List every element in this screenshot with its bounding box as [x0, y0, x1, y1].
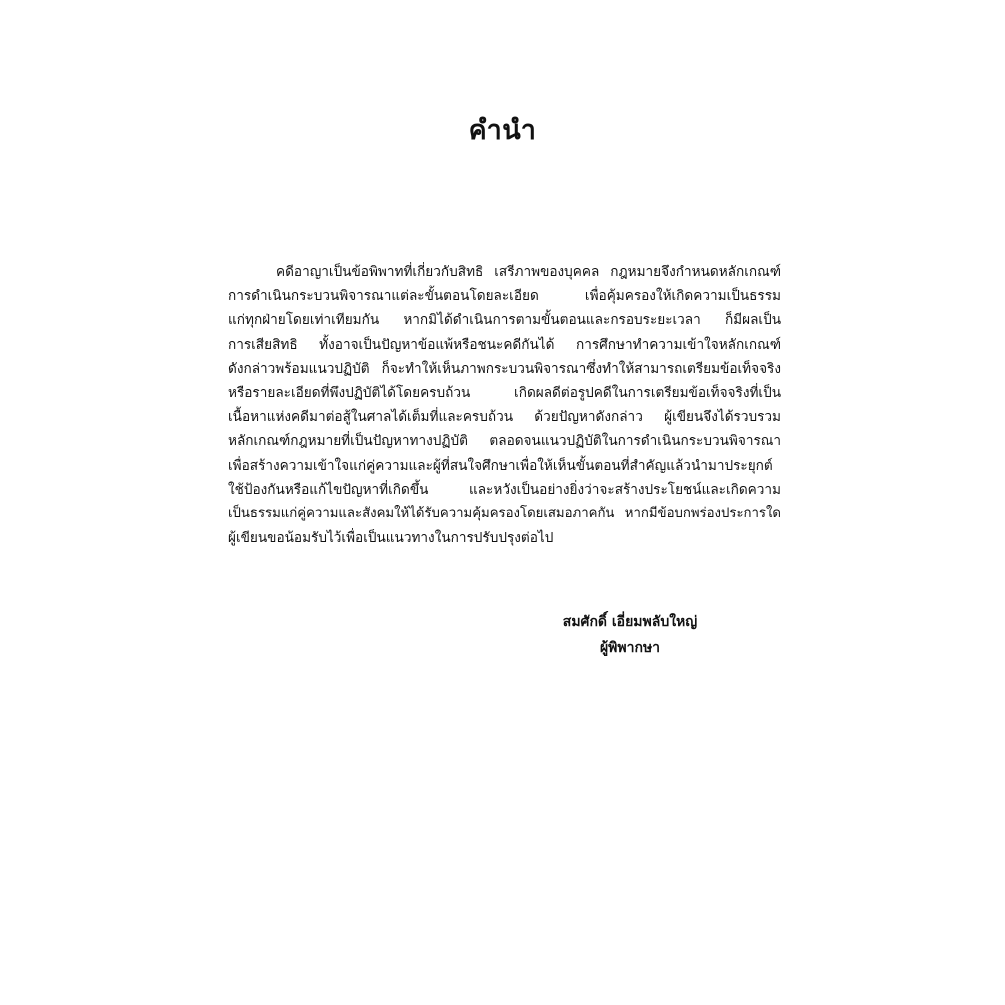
- paragraph-line: แก่ทุกฝ่ายโดยเท่าเทียมกัน หากมิได้ดำเนินการตามขั้นตอนและกรอบระยะเวลา ก็มีผลเป็น: [228, 312, 781, 329]
- preface-paragraph: [228, 260, 781, 550]
- paragraph-line: หรือรายละเอียดที่พึงปฏิบัติได้โดยครบถ้วน เกิดผลดีต่อรูปคดีในการเตรียมข้อเท็จจริงที่เป็น: [228, 384, 781, 401]
- author-title: ผู้พิพากษา: [599, 640, 661, 656]
- paragraph-line: เนื้อหาแห่งคดีมาต่อสู้ในศาลได้เต็มที่และครบถ้วน ด้วยปัญหาดังกล่าว ผู้เขียนจึงได้รวบรวม: [228, 409, 781, 426]
- paragraph-line: เป็นธรรมแก่คู่ความและสังคมให้ได้รับความคุ้มครองโดยเสมอภาคกัน หากมีข้อบกพร่องประการใด: [228, 505, 781, 521]
- author-name: สมศักดิ์ เอี่ยมพลับใหญ่: [562, 614, 698, 630]
- signature-block: [510, 609, 750, 661]
- paragraph-line: คดีอาญาเป็นข้อพิพาทที่เกี่ยวกับสิทธิ เสรีภาพของบุคคล กฎหมายจึงกำหนดหลักเกณฑ์: [276, 264, 781, 280]
- paragraph-line: ดังกล่าวพร้อมแนวปฏิบัติ ก็จะทำให้เห็นภาพกระบวนพิจารณาซึ่งทำให้สามารถเตรียมข้อเท็จจริง: [228, 360, 781, 377]
- paragraph-line: ใช้ป้องกันหรือแก้ไขปัญหาที่เกิดขึ้น และหวังเป็นอย่างยิ่งว่าจะสร้างประโยชน์และเกิดความ: [228, 481, 781, 498]
- paragraph-line: การเสียสิทธิ ทั้งอาจเป็นปัญหาข้อแพ้หรือชนะคดีกันได้ การศึกษาทำความเข้าใจหลักเกณฑ์: [228, 336, 781, 353]
- paragraph-line: หลักเกณฑ์กฎหมายที่เป็นปัญหาทางปฏิบัติ ตลอดจนแนวปฏิบัติในการดำเนินกระบวนพิจารณา: [228, 433, 781, 450]
- paragraph-line: เพื่อสร้างความเข้าใจแก่คู่ความและผู้ที่สนใจศึกษาเพื่อให้เห็นขั้นตอนที่สำคัญแล้วนำมาประยุกต์: [228, 457, 773, 474]
- page-title: คำนำ: [468, 115, 537, 146]
- paragraph-line: การดำเนินกระบวนพิจารณาแต่ละขั้นตอนโดยละเอียด เพื่อคุ้มครองให้เกิดความเป็นธรรม: [228, 288, 781, 305]
- paragraph-line: ผู้เขียนขอน้อมรับไว้เพื่อเป็นแนวทางในการปรับปรุงต่อไป: [228, 530, 554, 547]
